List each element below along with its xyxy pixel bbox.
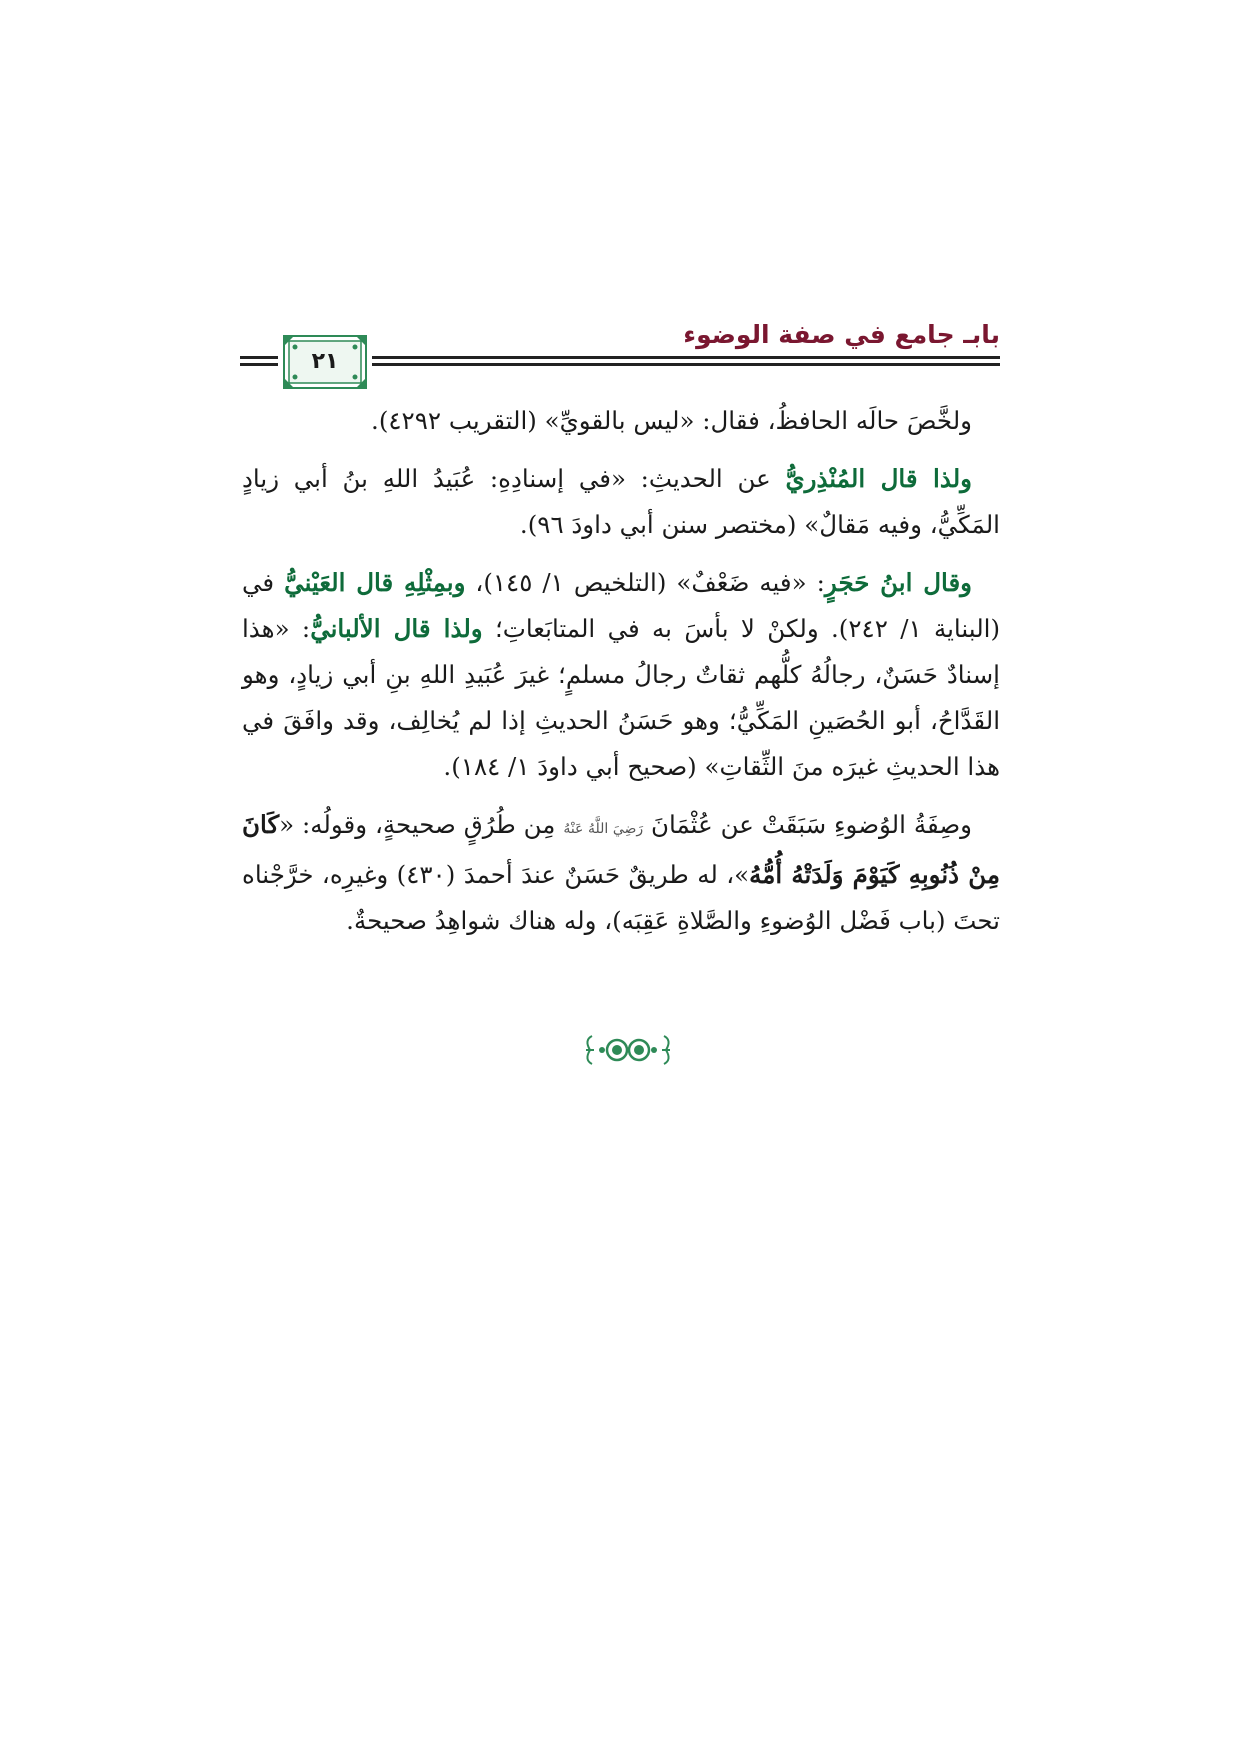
body-text: في (البناية ١/ ٢٤٢). ولكنْ لا بأسَ به في المتابَعاتِ؛: [242, 568, 1001, 643]
header-rule: [372, 363, 1000, 366]
page-body: [242, 398, 1000, 956]
body-text: »، له طريقٌ حَسَنٌ عندَ أحمدَ (٤٣٠) وغيرِه، خرَّجْناه تحتَ (باب فَضْل الوُضوءِ والصَّلاةِ عَقِبَه)، وله هناك شواهِدُ صحيحةٌ.: [242, 860, 1000, 935]
chapter-title: بابـ جامع في صفة الوضوء: [683, 320, 1000, 349]
body-text: : «هذا إسنادٌ حَسَنٌ، رجالُهُ كلُّهم ثقاتٌ رجالُ مسلمٍ؛ غيرَ عُبَيدِ اللهِ بنِ أبي زيادٍ، وهو القَدَّاحُ، أبو الحُصَينِ المَكِّيُّ؛ وهو حَسَنُ الحديثِ إذا لم يُخالِف، وقد وافَقَ في هذا الحديثِ غيرَه منَ الثِّقاتِ» (صحيح أبي داودَ ١/ ١٨٤).: [242, 614, 1000, 781]
paragraph: [242, 802, 1000, 944]
header-rule: [240, 356, 278, 359]
highlighted-phrase: وقال ابنُ حَجَرٍ: [824, 568, 973, 597]
body-text: وصِفَةُ الوُضوءِ سَبَقَتْ عن عُثْمَانَ: [643, 810, 972, 839]
honorific-text: رَضِيَ اللَّهُ عَنْهُ: [563, 821, 644, 837]
hadith-quote: كَانَ مِنْ ذُنُوبِهِ كَيَوْمَ وَلَدَتْهُ أُمُّهُ: [242, 810, 1001, 889]
highlighted-phrase: ولذا قال المُنْذِريُّ: [785, 464, 972, 493]
floral-ornament-icon: [580, 1030, 676, 1070]
header-rule: [372, 356, 1000, 359]
page-header: [0, 0, 1240, 380]
highlighted-phrase: ولذا قال الألبانيُّ: [310, 614, 483, 643]
body-text: مِن طُرُقٍ صحيحةٍ، وقولُه: «: [279, 810, 564, 839]
page-number: ٢١: [311, 349, 339, 374]
highlighted-phrase: وبمِثْلِهِ قال العَيْنيُّ: [284, 568, 466, 597]
paragraph: [242, 456, 1000, 548]
body-text: : «فيه ضَعْفٌ» (التلخيص ١/ ١٤٥)،: [465, 568, 825, 597]
section-divider: [580, 1030, 676, 1070]
page-number-badge: [282, 334, 368, 390]
body-text: ولخَّصَ حالَه الحافظُ، فقال: «ليس بالقويِّ» (التقريب ٤٢٩٢).: [371, 406, 972, 435]
body-text: عن الحديثِ: «في إسنادِهِ: عُبَيدُ اللهِ بنُ أبي زيادٍ المَكِّيُّ، وفيه مَقالٌ» (مختصر سنن أبي داودَ ٩٦).: [242, 464, 1000, 539]
paragraph: [242, 398, 1000, 444]
header-rule: [240, 363, 278, 366]
paragraph: [242, 560, 1000, 790]
